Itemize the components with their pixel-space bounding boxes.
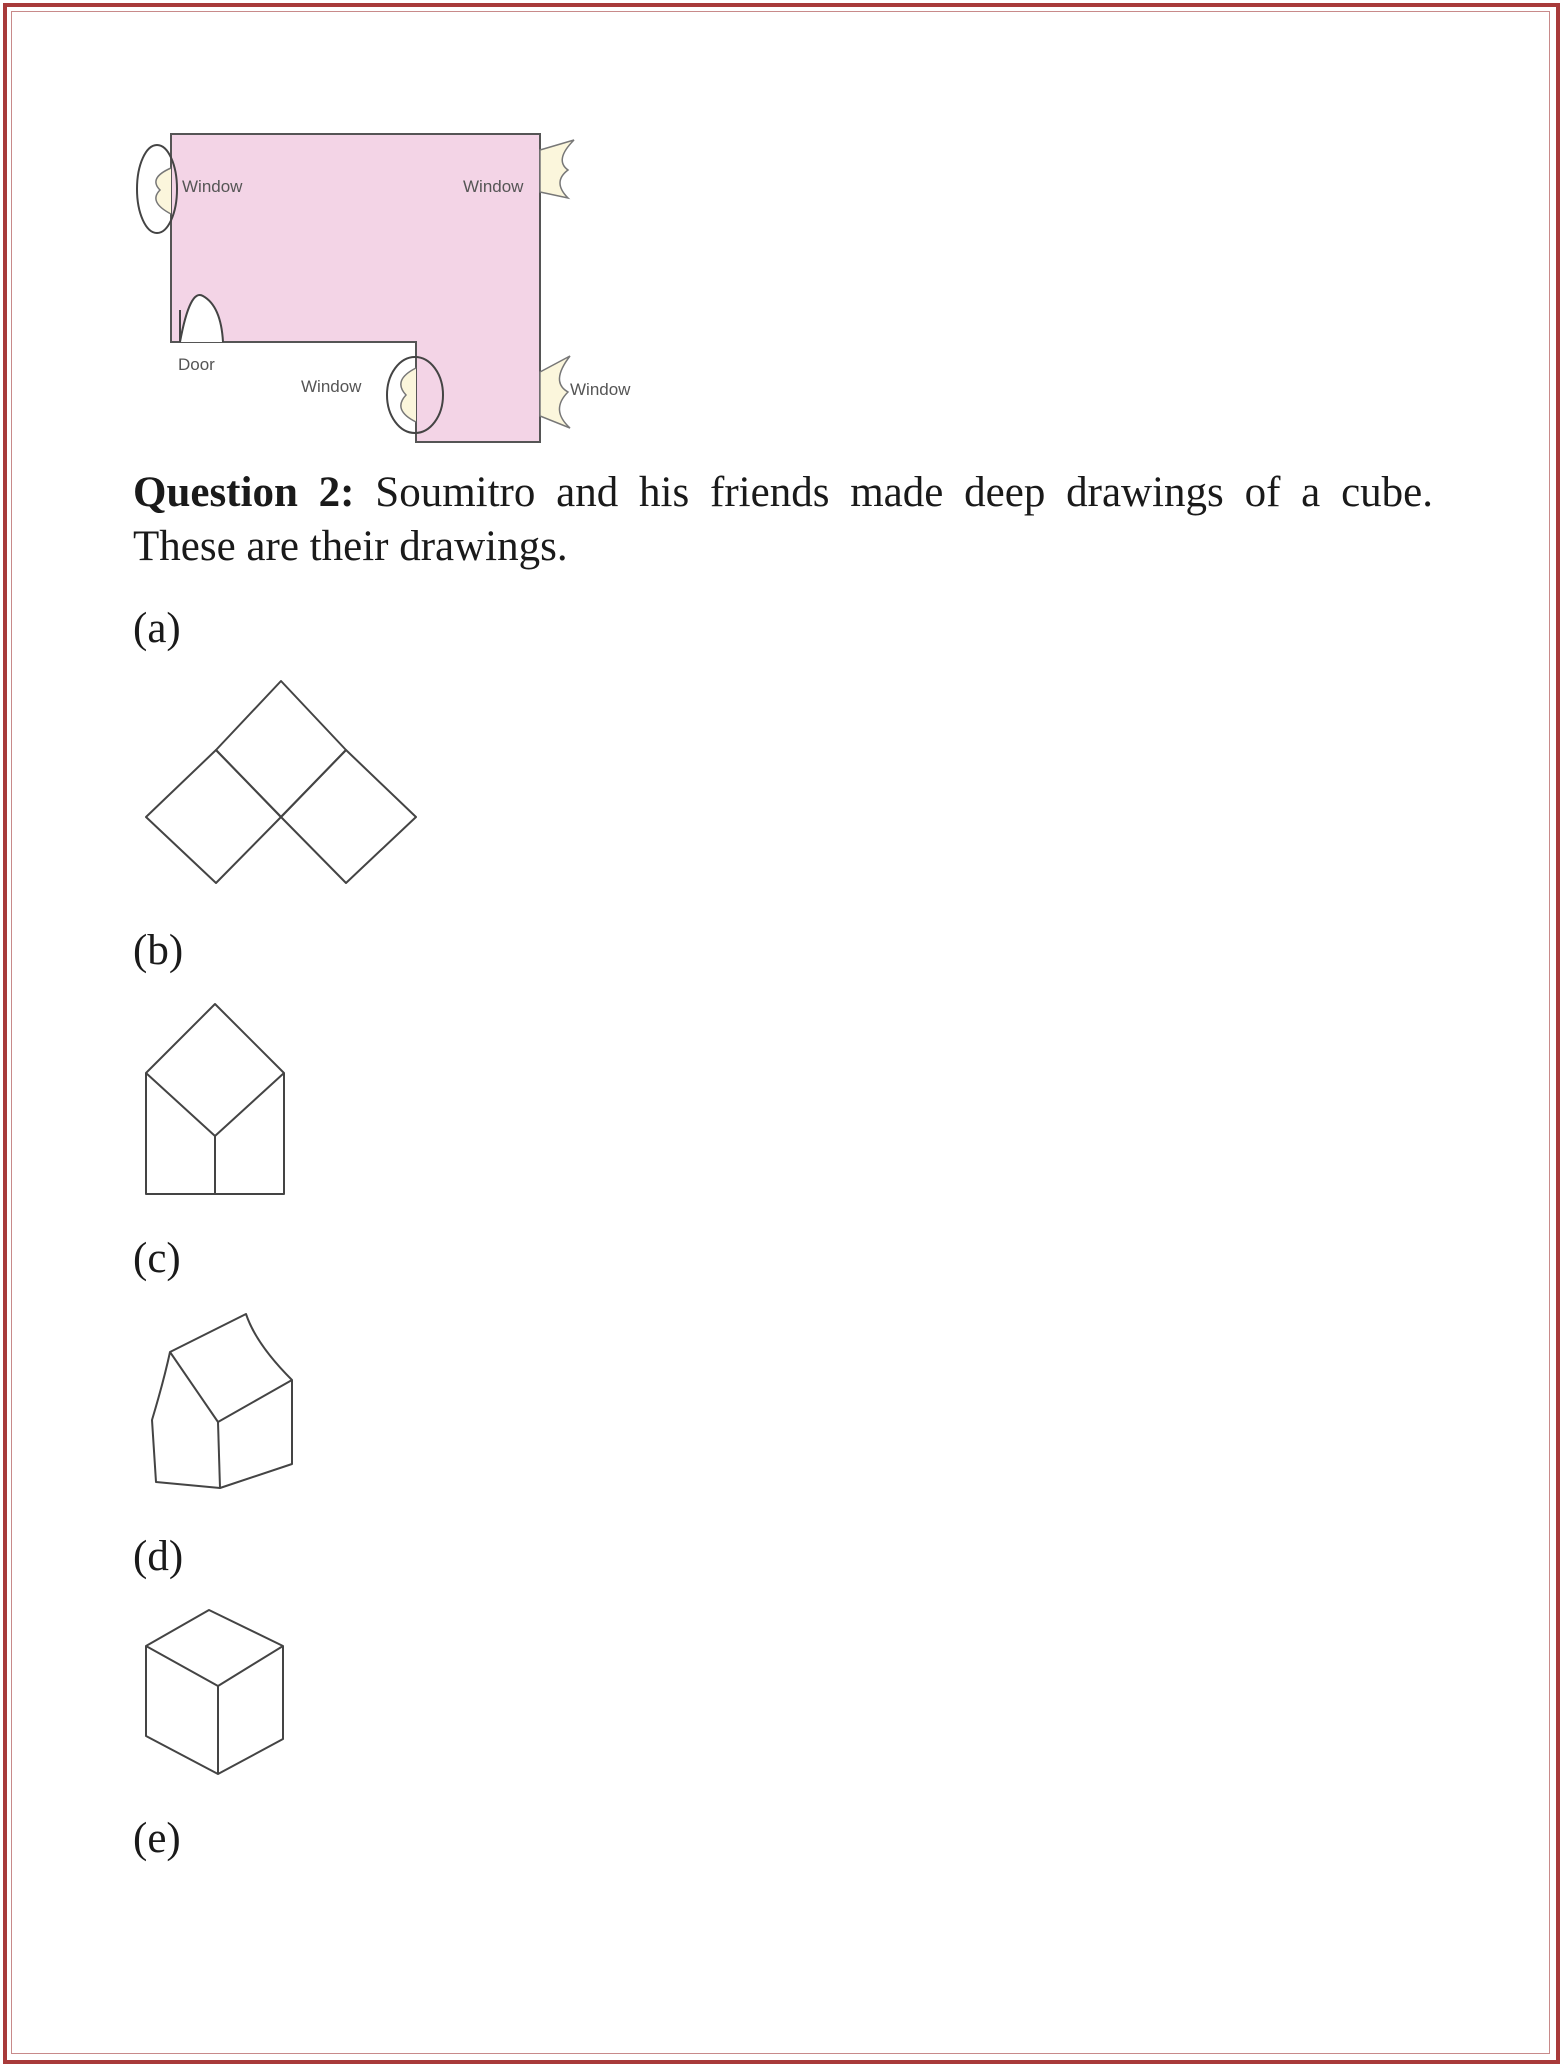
question-label: Question 2: <box>133 469 355 516</box>
label-window-bottom-right: Window <box>570 380 631 399</box>
drawing-c <box>140 1308 300 1493</box>
drawing-b <box>140 998 290 1198</box>
option-d-label: (d) <box>133 1533 184 1580</box>
label-door: Door <box>178 355 215 374</box>
option-a-label: (a) <box>133 605 181 652</box>
question-body: Soumitro and his friends made deep drawings of a cube. These are their drawings. <box>133 469 1433 570</box>
drawing-a <box>140 675 430 890</box>
label-window-left: Window <box>182 177 243 196</box>
question-text <box>133 466 1433 574</box>
label-window-top-right: Window <box>463 177 524 196</box>
option-c-label: (c) <box>133 1235 181 1282</box>
window-left <box>137 145 177 233</box>
window-bottom-right <box>540 356 570 428</box>
window-top-right <box>540 140 574 198</box>
option-e-label: (e) <box>133 1815 181 1862</box>
option-b-label: (b) <box>133 927 184 974</box>
label-window-bottom-center: Window <box>301 377 362 396</box>
drawing-d <box>140 1604 290 1779</box>
floor-plan-figure <box>120 120 660 460</box>
